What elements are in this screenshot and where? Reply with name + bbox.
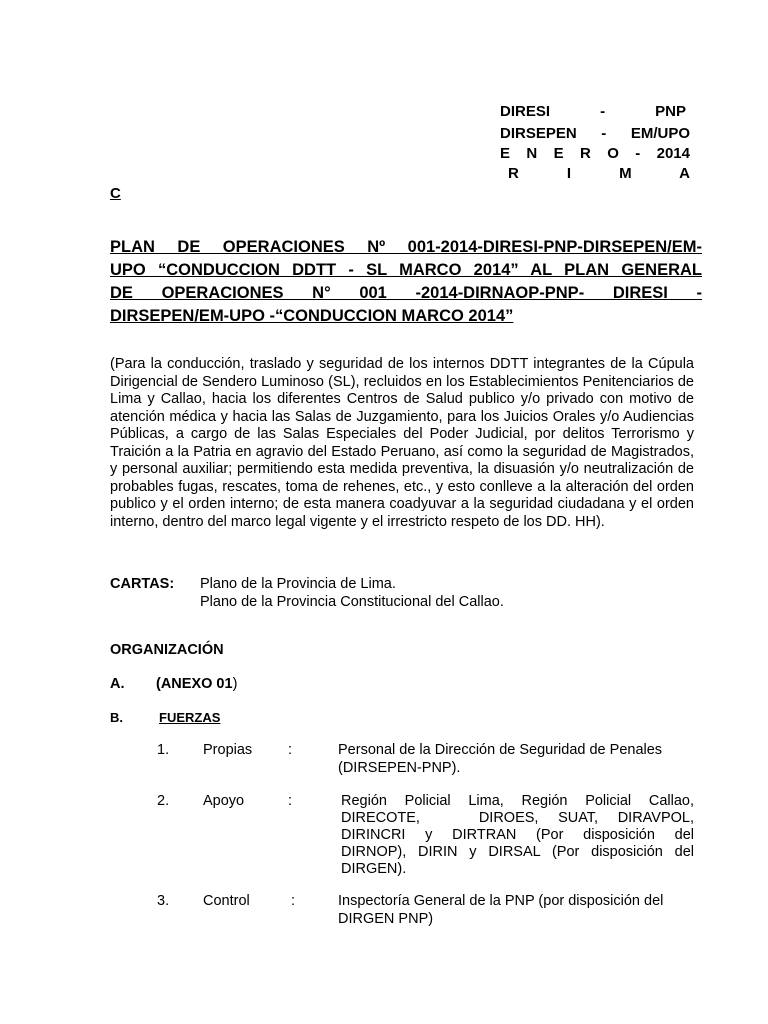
fuerza-1-colon: : xyxy=(288,742,293,758)
header-line-diresi: DIRESI - PNP xyxy=(500,103,686,120)
fuerza-3-number: 3. xyxy=(157,893,170,909)
organizacion-heading: ORGANIZACIÓN xyxy=(110,642,224,658)
fuerza-2-name: Apoyo xyxy=(203,793,245,809)
plan-title-line-4: DIRSEPEN/EM-UPO -“CONDUCCION MARCO 2014” xyxy=(110,307,514,325)
fuerza-1-desc-line-2: (DIRSEPEN-PNP). xyxy=(338,760,461,776)
fuerza-1-number: 1. xyxy=(157,742,170,758)
fuerza-1-desc-line-1: Personal de la Dirección de Seguridad de Penales xyxy=(338,742,663,758)
cartas-item-lima: Plano de la Provincia de Lima. xyxy=(200,576,396,592)
fuerza-3-colon: : xyxy=(291,893,296,909)
fuerza-3-desc-line-2: DIRGEN PNP) xyxy=(338,911,434,927)
fuerza-2-colon: : xyxy=(288,793,293,809)
plan-title-line-2: UPO “CONDUCCION DDTT - SL MARCO 2014” AL PLAN GENERAL xyxy=(110,261,702,279)
plan-title-line-1: PLAN DE OPERACIONES Nº 001-2014-DIRESI-PNP-DIRSEPEN/EM- xyxy=(110,238,702,256)
fuerza-2-desc-line-1: Región Policial Lima, Región Policial Callao, xyxy=(341,793,694,809)
anexo-reference: (ANEXO 01 xyxy=(156,676,233,692)
section-a-letter: A. xyxy=(110,676,125,692)
fuerza-2-desc-line-4: DIRNOP), DIRIN y DIRSAL (Por disposición del xyxy=(341,844,694,860)
purpose-paragraph: (Para la conducción, traslado y seguridad de los internos DDTT integrantes de la Cúpula Dirigencial de Sendero Luminoso (SL), recluidos en los Establecimientos Penitenciarios de Lima y Callao, hacia los diferentes Centros de Salud publico y/o privado con motivo de atención médica y hacia las Salas de Juzgamiento, para los Juicios Orales y/o Audiencias Públicas, a cargo de las Salas Especiales del Poder Judicial, por delitos Terrorismo y Traición a la Patria en agravio del Estado Peruano, así como la seguridad de Magistrados, y personal auxiliar; permitiendo esta medida preventiva, la disuasión y/o neutralización de probables fugas, rescates, toma de rehenes, etc., y esto conlleve a la alteración del orden publico y el orden interno; de esta manera coadyuvar a la seguridad ciudadana y el orden interno, dentro del marco legal vigente y el irrestricto respeto de los DD. HH). xyxy=(110,356,694,530)
header-line-date: E N E R O - 2014 xyxy=(500,145,690,162)
section-a-text: (ANEXO 01) xyxy=(156,676,238,692)
cartas-label-text: CARTAS xyxy=(110,576,170,592)
fuerza-2-desc-line-5: DIRGEN). xyxy=(341,861,407,877)
fuerza-2-number: 2. xyxy=(157,793,170,809)
section-b-letter: B. xyxy=(110,710,123,725)
plan-title xyxy=(110,236,702,328)
cartas-item-callao: Plano de la Provincia Constitucional del Callao. xyxy=(200,594,504,610)
header-line-dirsepen: DIRSEPEN - EM/UPO xyxy=(500,125,690,142)
fuerza-1-name: Propias xyxy=(203,742,253,758)
fuerza-3-name: Control xyxy=(203,893,250,909)
plan-title-line-3: DE OPERACIONES N° 001 -2014-DIRNAOP-PNP- DIRESI - xyxy=(110,284,702,302)
fuerza-2-desc-line-2: DIRECOTE, DIROES, SUAT, DIRAVPOL, xyxy=(341,810,694,826)
fuerza-2-desc-line-3: DIRINCRI y DIRTRAN (Por disposición del xyxy=(341,827,694,843)
fuerza-3-desc-line-1: Inspectoría General de la PNP (por disposición del xyxy=(338,893,664,909)
cartas-label: CARTAS: xyxy=(110,576,175,592)
header-line-rimac: R I M A xyxy=(508,165,690,182)
header-line-c: C xyxy=(110,185,121,202)
section-b-title: FUERZAS xyxy=(159,710,221,725)
